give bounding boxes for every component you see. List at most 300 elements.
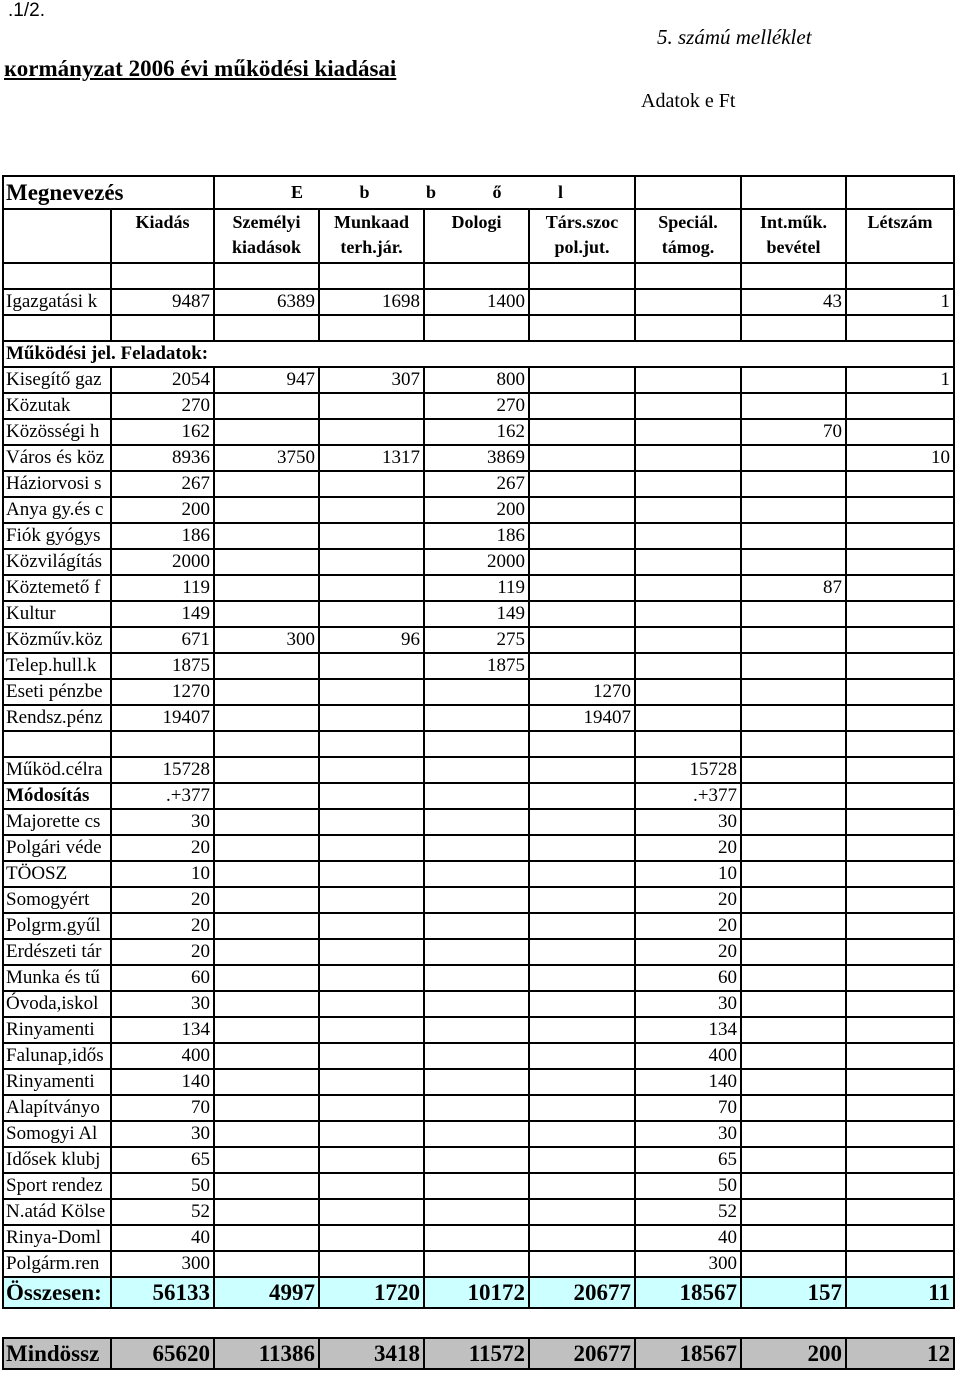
value-cell bbox=[320, 758, 423, 782]
value-cell bbox=[425, 1200, 528, 1224]
value-cell: 119 bbox=[425, 576, 528, 600]
value-cell: 43 bbox=[742, 290, 845, 314]
row-label: Polgrm.gyűl bbox=[4, 914, 110, 938]
value-cell bbox=[530, 836, 634, 860]
value-cell: 947 bbox=[215, 368, 318, 392]
blank-cell bbox=[112, 264, 213, 288]
value-cell bbox=[320, 394, 423, 418]
value-cell bbox=[530, 446, 634, 470]
value-cell bbox=[425, 992, 528, 1016]
value-cell: 3418 bbox=[320, 1339, 423, 1368]
value-cell bbox=[636, 706, 740, 730]
row-label: Munka és tű bbox=[4, 966, 110, 990]
blank-cell bbox=[530, 264, 634, 288]
value-cell bbox=[742, 706, 845, 730]
blank-cell bbox=[847, 732, 953, 756]
value-cell: 70 bbox=[636, 1096, 740, 1120]
value-cell: 267 bbox=[112, 472, 213, 496]
value-cell bbox=[530, 1070, 634, 1094]
value-cell: 20677 bbox=[530, 1339, 634, 1368]
row-label: Igazgatási k bbox=[4, 290, 110, 314]
value-cell: 6389 bbox=[215, 290, 318, 314]
row-label: Közutak bbox=[4, 394, 110, 418]
value-cell bbox=[530, 1200, 634, 1224]
value-cell: 30 bbox=[112, 992, 213, 1016]
value-cell bbox=[847, 784, 953, 808]
value-cell bbox=[530, 784, 634, 808]
value-cell bbox=[847, 524, 953, 548]
row-label: Anya gy.és c bbox=[4, 498, 110, 522]
value-cell bbox=[636, 680, 740, 704]
value-cell: 307 bbox=[320, 368, 423, 392]
value-cell: 8936 bbox=[112, 446, 213, 470]
value-cell: 30 bbox=[636, 1122, 740, 1146]
value-cell bbox=[742, 368, 845, 392]
value-cell: 60 bbox=[112, 966, 213, 990]
blank-cell bbox=[742, 316, 845, 340]
value-cell bbox=[742, 602, 845, 626]
value-cell: .+377 bbox=[636, 784, 740, 808]
row-label: Kisegítő gaz bbox=[4, 368, 110, 392]
blank-cell bbox=[636, 177, 740, 208]
value-cell bbox=[530, 1122, 634, 1146]
value-cell bbox=[636, 602, 740, 626]
value-cell bbox=[530, 914, 634, 938]
value-cell: 157 bbox=[742, 1278, 845, 1307]
value-cell: 200 bbox=[112, 498, 213, 522]
value-cell bbox=[215, 1148, 318, 1172]
column-header: Speciál. bbox=[636, 210, 740, 235]
value-cell: 267 bbox=[425, 472, 528, 496]
blank-cell bbox=[4, 210, 110, 262]
value-cell: 20 bbox=[112, 836, 213, 860]
value-cell bbox=[530, 992, 634, 1016]
value-cell bbox=[530, 498, 634, 522]
value-cell bbox=[320, 550, 423, 574]
value-cell bbox=[636, 654, 740, 678]
value-cell bbox=[847, 1096, 953, 1120]
blank-cell bbox=[530, 732, 634, 756]
value-cell bbox=[215, 862, 318, 886]
column-header: Munkaad bbox=[320, 210, 423, 235]
value-cell: 134 bbox=[636, 1018, 740, 1042]
value-cell: 10 bbox=[847, 446, 953, 470]
blank-cell bbox=[636, 316, 740, 340]
row-label: Közvilágítás bbox=[4, 550, 110, 574]
blank-cell bbox=[112, 316, 213, 340]
row-label: Somogyért bbox=[4, 888, 110, 912]
value-cell bbox=[636, 368, 740, 392]
value-cell bbox=[847, 576, 953, 600]
value-cell bbox=[742, 498, 845, 522]
column-header: Kiadás bbox=[112, 210, 213, 235]
value-cell bbox=[320, 602, 423, 626]
value-cell bbox=[320, 810, 423, 834]
value-cell bbox=[320, 1252, 423, 1276]
value-cell bbox=[530, 290, 634, 314]
value-cell: 10 bbox=[636, 862, 740, 886]
value-cell: 162 bbox=[425, 420, 528, 444]
blank-cell bbox=[742, 264, 845, 288]
value-cell: 9487 bbox=[112, 290, 213, 314]
value-cell bbox=[320, 1070, 423, 1094]
value-cell bbox=[742, 1122, 845, 1146]
value-cell bbox=[215, 784, 318, 808]
value-cell bbox=[215, 1174, 318, 1198]
value-cell: 1720 bbox=[320, 1278, 423, 1307]
value-cell: 2000 bbox=[112, 550, 213, 574]
value-cell bbox=[742, 1200, 845, 1224]
value-cell bbox=[425, 1226, 528, 1250]
value-cell: 20 bbox=[636, 914, 740, 938]
value-cell bbox=[320, 966, 423, 990]
row-label: Háziorvosi s bbox=[4, 472, 110, 496]
value-cell bbox=[530, 628, 634, 652]
blank-cell bbox=[4, 316, 110, 340]
value-cell: 149 bbox=[112, 602, 213, 626]
section-title: Működési jel. Feladatok: bbox=[4, 342, 953, 366]
value-cell bbox=[742, 992, 845, 1016]
value-cell bbox=[847, 628, 953, 652]
value-cell: 87 bbox=[742, 576, 845, 600]
value-cell: 40 bbox=[112, 1226, 213, 1250]
value-cell bbox=[425, 706, 528, 730]
value-cell: 65 bbox=[636, 1148, 740, 1172]
value-cell bbox=[530, 758, 634, 782]
value-cell bbox=[742, 1018, 845, 1042]
value-cell bbox=[847, 810, 953, 834]
blank-cell bbox=[742, 177, 845, 208]
title-cell: Megnevezés bbox=[4, 177, 213, 208]
value-cell bbox=[742, 810, 845, 834]
value-cell bbox=[847, 1070, 953, 1094]
value-cell: 300 bbox=[215, 628, 318, 652]
value-cell bbox=[742, 394, 845, 418]
value-cell bbox=[320, 914, 423, 938]
value-cell bbox=[215, 680, 318, 704]
row-label: Működ.célra bbox=[4, 758, 110, 782]
column-header: Személyi bbox=[215, 210, 318, 235]
value-cell bbox=[636, 576, 740, 600]
value-cell: 30 bbox=[112, 1122, 213, 1146]
value-cell: 3869 bbox=[425, 446, 528, 470]
value-cell bbox=[320, 836, 423, 860]
value-cell bbox=[847, 992, 953, 1016]
row-label: TÖOSZ bbox=[4, 862, 110, 886]
value-cell bbox=[320, 472, 423, 496]
value-cell: 149 bbox=[425, 602, 528, 626]
value-cell bbox=[530, 862, 634, 886]
value-cell bbox=[847, 680, 953, 704]
value-cell bbox=[530, 1044, 634, 1068]
value-cell: 162 bbox=[112, 420, 213, 444]
expenses-table bbox=[2, 175, 955, 1370]
value-cell bbox=[320, 654, 423, 678]
value-cell: 96 bbox=[320, 628, 423, 652]
value-cell bbox=[320, 524, 423, 548]
row-label: Erdészeti tár bbox=[4, 940, 110, 964]
value-cell: 30 bbox=[636, 992, 740, 1016]
value-cell bbox=[847, 836, 953, 860]
value-cell bbox=[215, 914, 318, 938]
value-cell bbox=[215, 1226, 318, 1250]
row-label: Somogyi Al bbox=[4, 1122, 110, 1146]
value-cell: 1317 bbox=[320, 446, 423, 470]
value-cell bbox=[320, 992, 423, 1016]
value-cell bbox=[215, 420, 318, 444]
value-cell: 270 bbox=[112, 394, 213, 418]
value-cell bbox=[530, 472, 634, 496]
value-cell bbox=[215, 1044, 318, 1068]
value-cell: 20 bbox=[112, 914, 213, 938]
value-cell: 19407 bbox=[530, 706, 634, 730]
value-cell bbox=[215, 966, 318, 990]
value-cell bbox=[320, 940, 423, 964]
blank-cell bbox=[4, 264, 110, 288]
value-cell bbox=[742, 784, 845, 808]
value-cell: 1270 bbox=[530, 680, 634, 704]
value-cell: 1 bbox=[847, 368, 953, 392]
value-cell bbox=[530, 1174, 634, 1198]
value-cell: 1400 bbox=[425, 290, 528, 314]
value-cell: .+377 bbox=[112, 784, 213, 808]
value-cell bbox=[425, 1018, 528, 1042]
value-cell: 50 bbox=[636, 1174, 740, 1198]
column-header: Társ.szoc bbox=[530, 210, 634, 235]
blank-cell bbox=[215, 316, 318, 340]
value-cell bbox=[215, 706, 318, 730]
blank-cell bbox=[320, 732, 423, 756]
value-cell bbox=[742, 550, 845, 574]
value-cell bbox=[425, 836, 528, 860]
value-cell bbox=[425, 940, 528, 964]
value-cell bbox=[320, 784, 423, 808]
value-cell bbox=[742, 680, 845, 704]
row-label: Fiók gyógys bbox=[4, 524, 110, 548]
value-cell bbox=[215, 1018, 318, 1042]
blank-cell bbox=[320, 264, 423, 288]
row-label: Majorette cs bbox=[4, 810, 110, 834]
value-cell bbox=[320, 1226, 423, 1250]
value-cell: 56133 bbox=[112, 1278, 213, 1307]
value-cell bbox=[425, 914, 528, 938]
value-cell: 11 bbox=[847, 1278, 953, 1307]
blank-cell bbox=[636, 732, 740, 756]
value-cell: 11386 bbox=[215, 1339, 318, 1368]
value-cell bbox=[530, 420, 634, 444]
value-cell: 134 bbox=[112, 1018, 213, 1042]
value-cell: 800 bbox=[425, 368, 528, 392]
value-cell bbox=[320, 1096, 423, 1120]
value-cell bbox=[847, 1174, 953, 1198]
value-cell bbox=[215, 576, 318, 600]
annex-label: 5. számú melléklet bbox=[657, 25, 812, 49]
value-cell bbox=[847, 1122, 953, 1146]
value-cell: 18567 bbox=[636, 1278, 740, 1307]
value-cell bbox=[425, 1252, 528, 1276]
value-cell bbox=[530, 810, 634, 834]
value-cell bbox=[847, 888, 953, 912]
blank-cell bbox=[4, 732, 110, 756]
value-cell: 40 bbox=[636, 1226, 740, 1250]
value-cell bbox=[320, 1044, 423, 1068]
value-cell bbox=[530, 1096, 634, 1120]
value-cell bbox=[847, 602, 953, 626]
value-cell: 186 bbox=[425, 524, 528, 548]
value-cell bbox=[530, 1226, 634, 1250]
value-cell bbox=[530, 550, 634, 574]
value-cell: 200 bbox=[742, 1339, 845, 1368]
value-cell: 1698 bbox=[320, 290, 423, 314]
value-cell: 300 bbox=[112, 1252, 213, 1276]
value-cell: 20677 bbox=[530, 1278, 634, 1307]
spacer bbox=[2, 1309, 955, 1337]
value-cell bbox=[215, 992, 318, 1016]
value-cell bbox=[215, 940, 318, 964]
value-cell: 140 bbox=[112, 1070, 213, 1094]
value-cell bbox=[742, 836, 845, 860]
row-label: Rinya-Doml bbox=[4, 1226, 110, 1250]
value-cell bbox=[742, 1226, 845, 1250]
value-cell bbox=[847, 1148, 953, 1172]
blank-cell bbox=[215, 264, 318, 288]
value-cell bbox=[320, 420, 423, 444]
value-cell: 140 bbox=[636, 1070, 740, 1094]
value-cell bbox=[215, 1070, 318, 1094]
row-label: Rendsz.pénz bbox=[4, 706, 110, 730]
value-cell: 2000 bbox=[425, 550, 528, 574]
row-label: Óvoda,iskol bbox=[4, 992, 110, 1016]
value-cell: 50 bbox=[112, 1174, 213, 1198]
row-label: Idősek klubj bbox=[4, 1148, 110, 1172]
value-cell bbox=[320, 576, 423, 600]
value-cell bbox=[742, 524, 845, 548]
value-cell bbox=[530, 888, 634, 912]
value-cell bbox=[847, 420, 953, 444]
value-cell bbox=[425, 862, 528, 886]
column-header-sub bbox=[112, 235, 213, 262]
value-cell: 11572 bbox=[425, 1339, 528, 1368]
page-title: ĸormányzat 2006 évi működési kiadásai bbox=[4, 56, 397, 81]
value-cell bbox=[425, 680, 528, 704]
blank-cell bbox=[425, 316, 528, 340]
value-cell bbox=[636, 524, 740, 548]
value-cell bbox=[215, 1252, 318, 1276]
column-header-sub: támog. bbox=[636, 235, 740, 262]
value-cell bbox=[636, 472, 740, 496]
value-cell bbox=[847, 862, 953, 886]
blank-cell bbox=[636, 264, 740, 288]
value-cell bbox=[847, 1200, 953, 1224]
row-label: Rinyamenti bbox=[4, 1018, 110, 1042]
value-cell: 20 bbox=[636, 940, 740, 964]
blank-cell bbox=[847, 316, 953, 340]
blank-cell bbox=[847, 177, 953, 208]
value-cell bbox=[425, 758, 528, 782]
value-cell bbox=[215, 888, 318, 912]
value-cell bbox=[425, 966, 528, 990]
value-cell: 70 bbox=[742, 420, 845, 444]
value-cell bbox=[847, 654, 953, 678]
value-cell bbox=[425, 1044, 528, 1068]
value-cell: 300 bbox=[636, 1252, 740, 1276]
value-cell: 15728 bbox=[112, 758, 213, 782]
value-cell bbox=[320, 888, 423, 912]
value-cell: 30 bbox=[112, 810, 213, 834]
value-cell bbox=[742, 940, 845, 964]
blank-cell bbox=[320, 316, 423, 340]
row-label: Falunap,idős bbox=[4, 1044, 110, 1068]
value-cell bbox=[847, 394, 953, 418]
value-cell bbox=[530, 576, 634, 600]
column-header-sub: kiadások bbox=[215, 235, 318, 262]
row-label: Köztemető f bbox=[4, 576, 110, 600]
value-cell bbox=[742, 1044, 845, 1068]
value-cell bbox=[742, 628, 845, 652]
value-cell bbox=[742, 914, 845, 938]
row-label: Sport rendez bbox=[4, 1174, 110, 1198]
value-cell bbox=[425, 1096, 528, 1120]
value-cell bbox=[742, 966, 845, 990]
value-cell bbox=[425, 1122, 528, 1146]
value-cell bbox=[215, 550, 318, 574]
value-cell: 30 bbox=[636, 810, 740, 834]
value-cell bbox=[320, 706, 423, 730]
value-cell bbox=[636, 498, 740, 522]
value-cell bbox=[742, 654, 845, 678]
value-cell: 3750 bbox=[215, 446, 318, 470]
value-cell bbox=[215, 1200, 318, 1224]
blank-cell bbox=[847, 264, 953, 288]
value-cell bbox=[530, 654, 634, 678]
row-label: Alapítványo bbox=[4, 1096, 110, 1120]
value-cell bbox=[215, 498, 318, 522]
value-cell bbox=[742, 1148, 845, 1172]
value-cell bbox=[425, 1070, 528, 1094]
value-cell bbox=[636, 420, 740, 444]
value-cell bbox=[320, 1148, 423, 1172]
value-cell bbox=[215, 394, 318, 418]
value-cell: 19407 bbox=[112, 706, 213, 730]
row-label: N.atád Kölse bbox=[4, 1200, 110, 1224]
value-cell: 20 bbox=[112, 940, 213, 964]
value-cell bbox=[530, 394, 634, 418]
value-cell bbox=[742, 1252, 845, 1276]
value-cell bbox=[847, 472, 953, 496]
value-cell: 1875 bbox=[112, 654, 213, 678]
value-cell bbox=[425, 784, 528, 808]
value-cell bbox=[847, 1018, 953, 1042]
value-cell: 70 bbox=[112, 1096, 213, 1120]
page-number: .1/2. bbox=[8, 0, 45, 21]
grand-total-label: Mindössz bbox=[4, 1339, 110, 1368]
value-cell: 4997 bbox=[215, 1278, 318, 1307]
total-label: Összesen: bbox=[4, 1278, 110, 1307]
value-cell bbox=[742, 472, 845, 496]
value-cell bbox=[742, 1070, 845, 1094]
value-cell bbox=[847, 1044, 953, 1068]
value-cell: 1875 bbox=[425, 654, 528, 678]
value-cell bbox=[320, 1122, 423, 1146]
group-header: E b b ő l bbox=[215, 177, 634, 208]
value-cell bbox=[636, 446, 740, 470]
value-cell: 10172 bbox=[425, 1278, 528, 1307]
value-cell bbox=[215, 758, 318, 782]
value-cell bbox=[847, 966, 953, 990]
value-cell bbox=[636, 290, 740, 314]
blank-cell bbox=[530, 316, 634, 340]
value-cell bbox=[636, 628, 740, 652]
